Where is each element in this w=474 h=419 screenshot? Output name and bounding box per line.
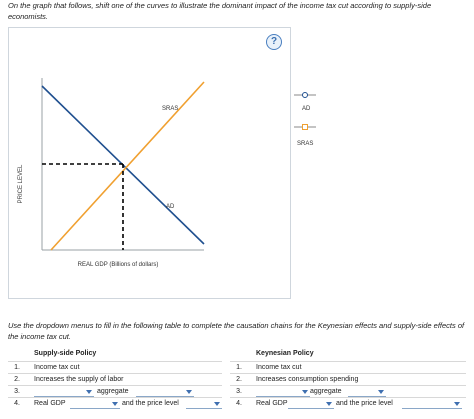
keynesian-row-3: 3. aggregate <box>230 385 466 397</box>
ad-curve-label: AD <box>166 204 175 210</box>
keynesian-row-4: 4. Real GDP and the price level <box>230 397 466 409</box>
keynesian-row-3-dropdown-2[interactable] <box>348 387 386 397</box>
supply-row-3: 3. aggregate <box>8 385 222 397</box>
supply-row-2: 2. Increases the supply of labor <box>8 373 222 385</box>
graph-panel <box>8 27 291 299</box>
graph-canvas[interactable] <box>9 28 290 298</box>
supply-side-header: Supply-side Policy <box>34 350 97 357</box>
sras-curve-label: SRAS <box>162 106 179 112</box>
keynesian-header: Keynesian Policy <box>256 350 314 357</box>
supply-row-4: 4. Real GDP and the price level <box>8 397 222 409</box>
keynesian-row-1: 1. Income tax cut <box>230 361 466 373</box>
sras-line-tool-icon[interactable] <box>294 125 316 130</box>
table-instructions: Use the dropdown menus to fill in the following table to complete the causation chains for the Keynesian effects and supply-side effects of the income tax cut. <box>8 321 465 341</box>
y-axis-label: PRICE LEVEL <box>18 164 24 204</box>
chevron-down-icon <box>112 402 118 406</box>
ad-line-tool-icon[interactable] <box>294 93 316 98</box>
chevron-down-icon <box>214 402 220 406</box>
keynesian-row-4-dropdown[interactable] <box>288 399 334 409</box>
help-button[interactable]: ? <box>266 34 282 50</box>
chevron-down-icon <box>302 390 308 394</box>
graph-instructions: On the graph that follows, shift one of the curves to illustrate the dominant impact of the income tax cut according to supply-side economists. <box>8 1 432 21</box>
keynesian-row-2: 2. Increases consumption spending <box>230 373 466 385</box>
sras-tool-label: SRAS <box>297 141 314 147</box>
chevron-down-icon <box>454 402 460 406</box>
chevron-down-icon <box>186 390 192 394</box>
ad-tool-label: AD <box>302 106 311 112</box>
chevron-down-icon <box>378 390 384 394</box>
supply-row-3-dropdown-2[interactable] <box>136 387 194 397</box>
supply-row-3-dropdown[interactable] <box>34 387 94 397</box>
supply-row-4-dropdown-2[interactable] <box>186 399 222 409</box>
chevron-down-icon <box>86 390 92 394</box>
sras-curve[interactable] <box>51 82 204 250</box>
supply-row-1: 1. Income tax cut <box>8 361 222 373</box>
keynesian-row-3-dropdown[interactable] <box>256 387 310 397</box>
supply-row-4-dropdown[interactable] <box>70 399 120 409</box>
tool-palette <box>289 27 329 297</box>
x-axis-label: REAL GDP (Billions of dollars) <box>77 262 159 268</box>
chevron-down-icon <box>326 402 332 406</box>
keynesian-row-4-dropdown-2[interactable] <box>402 399 462 409</box>
